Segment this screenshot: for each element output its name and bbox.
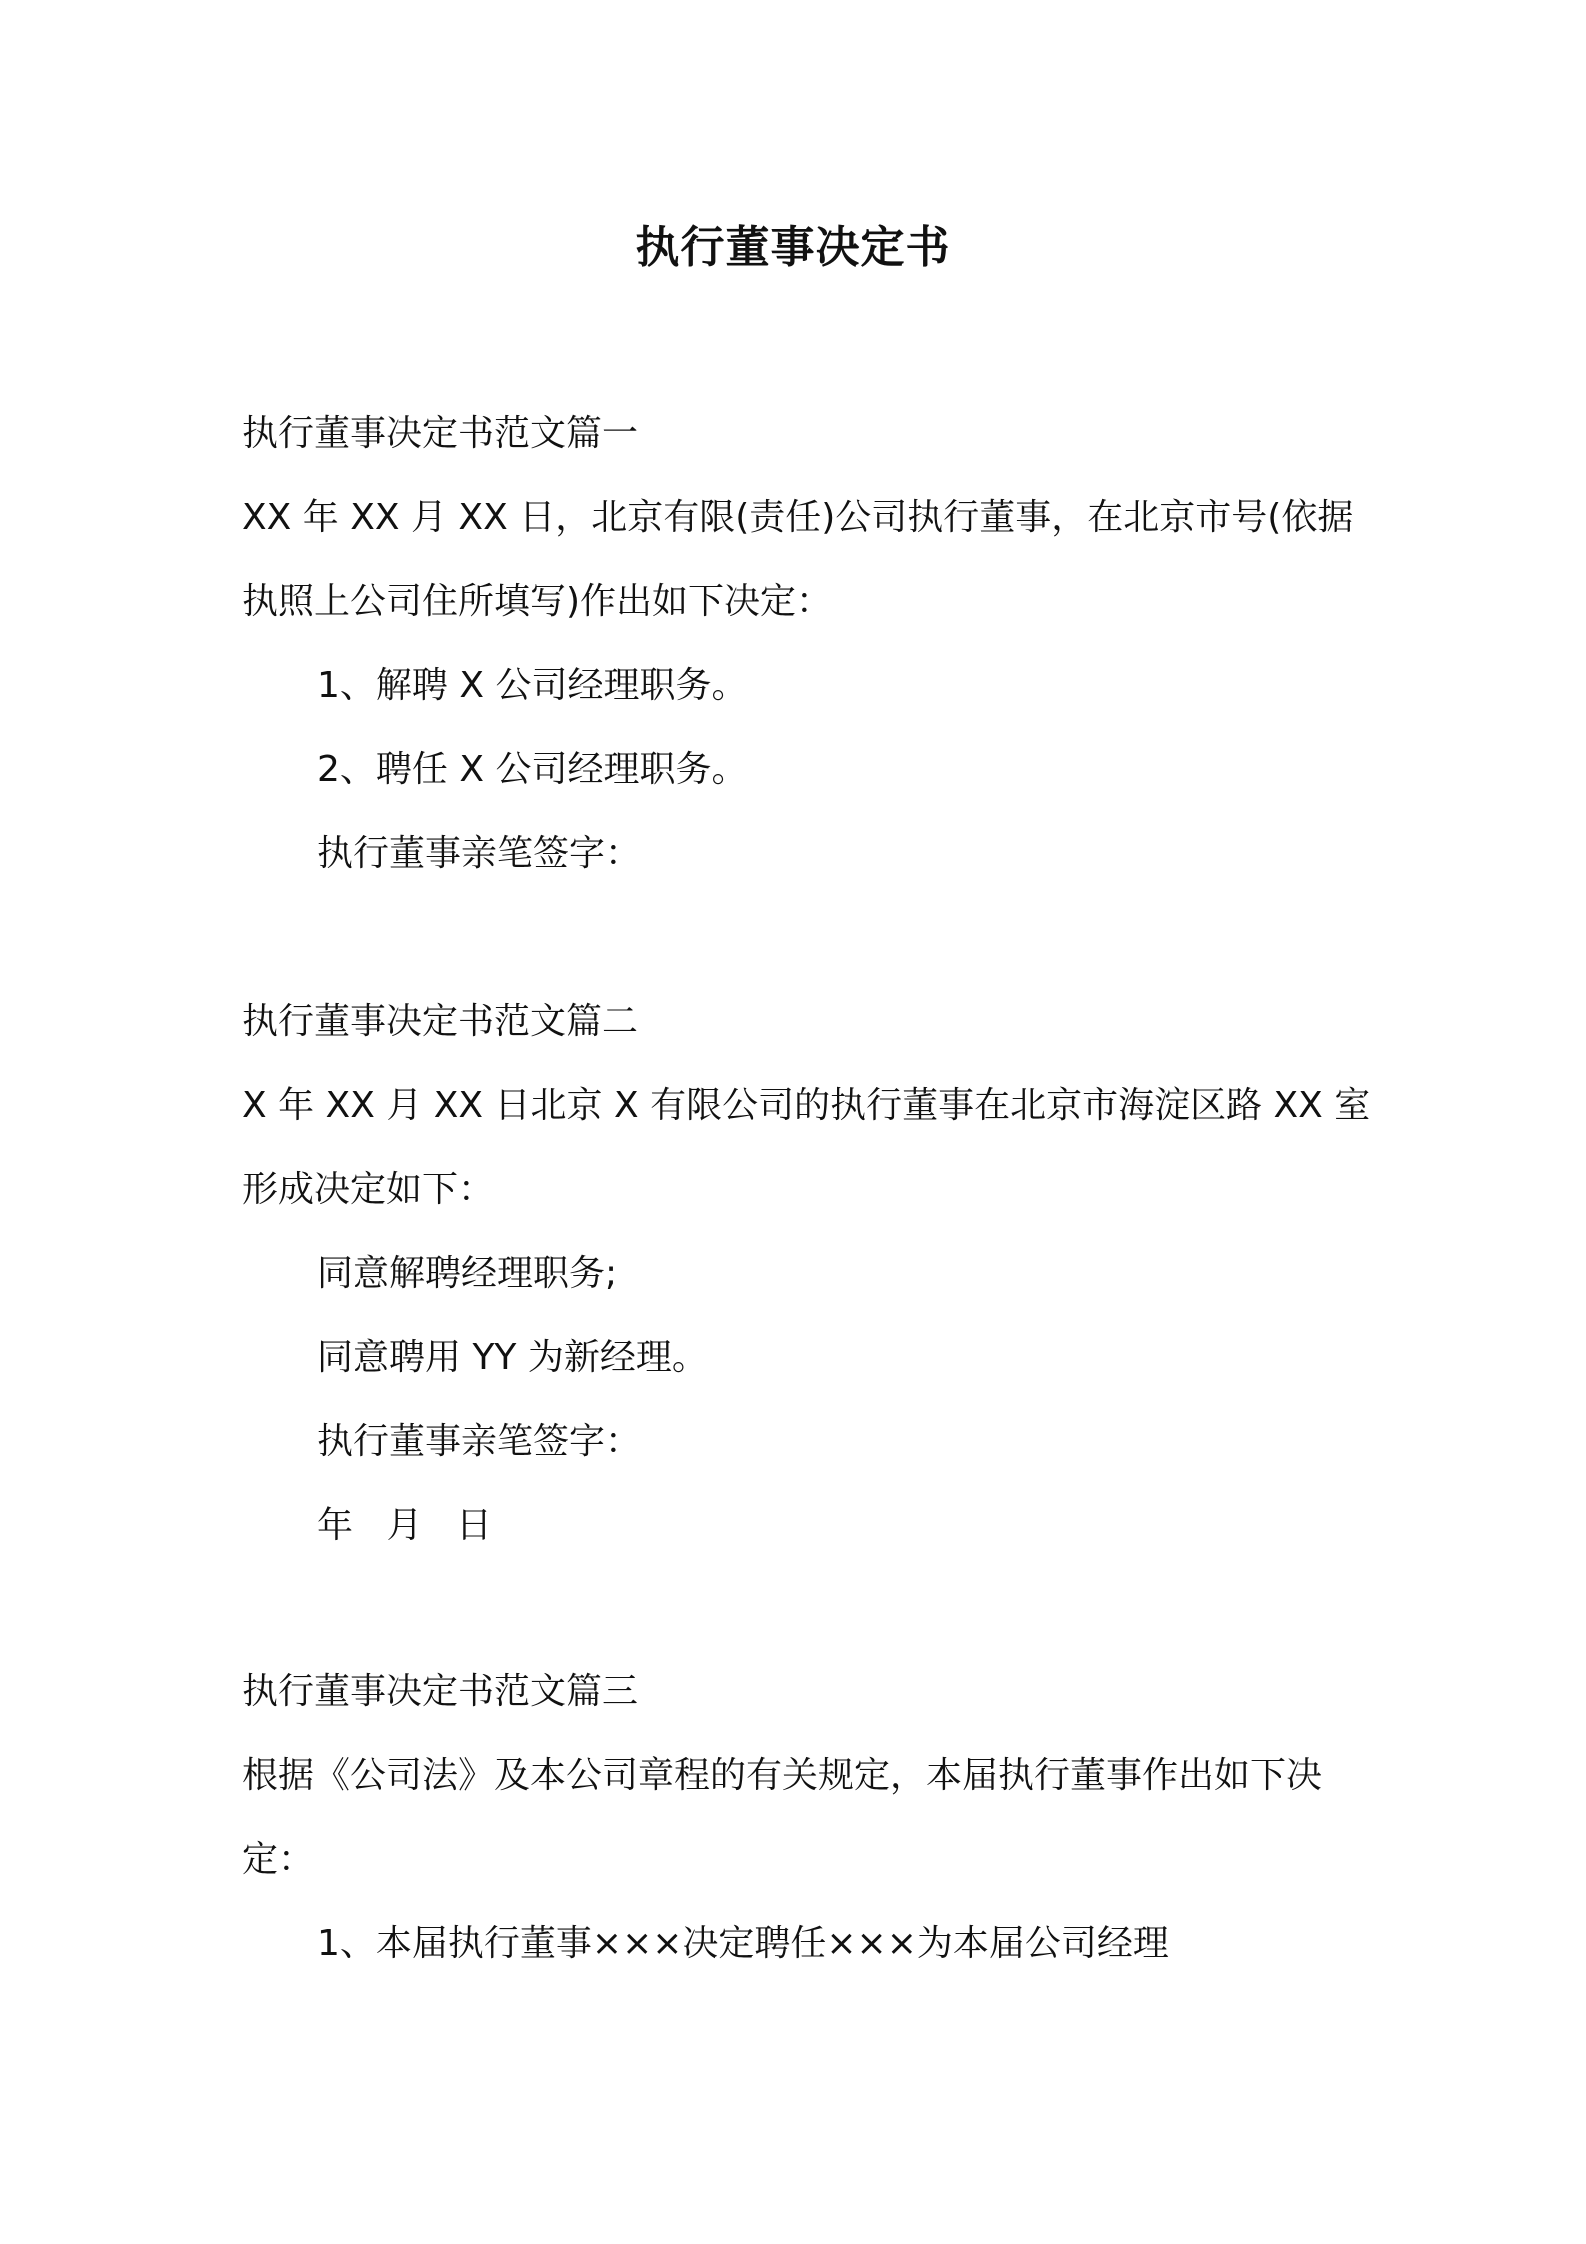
date-day-label: 日 [455,1505,492,1546]
section2-body-line2: 形成决定如下： [242,1169,495,1210]
section1-signature: 执行董事亲笔签字： [317,833,642,874]
section2-heading: 执行董事决定书范文篇二 [242,1001,639,1042]
section2-date-row [317,1502,514,1550]
section1-item2: 2、聘任 X 公司经理职务。 [317,749,748,790]
section2-item1: 同意解聘经理职务; [317,1253,618,1294]
section3-item1: 1、本届执行董事×××决定聘任×××为本届公司经理 [317,1923,1169,1964]
section3-body-line1: 根据《公司法》及本公司章程的有关规定，本届执行董事作出如下决 [242,1755,1323,1796]
section1-body-line2: 执照上公司住所填写)作出如下决定： [242,581,833,622]
section1-body-line1: XX 年 XX 月 XX 日，北京有限(责任)公司执行董事，在北京市号(依据 [242,497,1354,538]
section2-signature: 执行董事亲笔签字： [317,1421,642,1462]
section2-body-line1: X 年 XX 月 XX 日北京 X 有限公司的执行董事在北京市海淀区路 XX 室 [242,1085,1371,1126]
section1-heading: 执行董事决定书范文篇一 [242,413,639,454]
section3-heading: 执行董事决定书范文篇三 [242,1671,639,1712]
section3-body-line2: 定： [242,1839,315,1880]
date-year-label: 年 [317,1505,354,1546]
section1-item1: 1、解聘 X 公司经理职务。 [317,665,748,706]
document-title: 执行董事决定书 [635,222,951,273]
section2-item2: 同意聘用 YY 为新经理。 [317,1337,708,1378]
date-month-label: 月 [386,1505,423,1546]
